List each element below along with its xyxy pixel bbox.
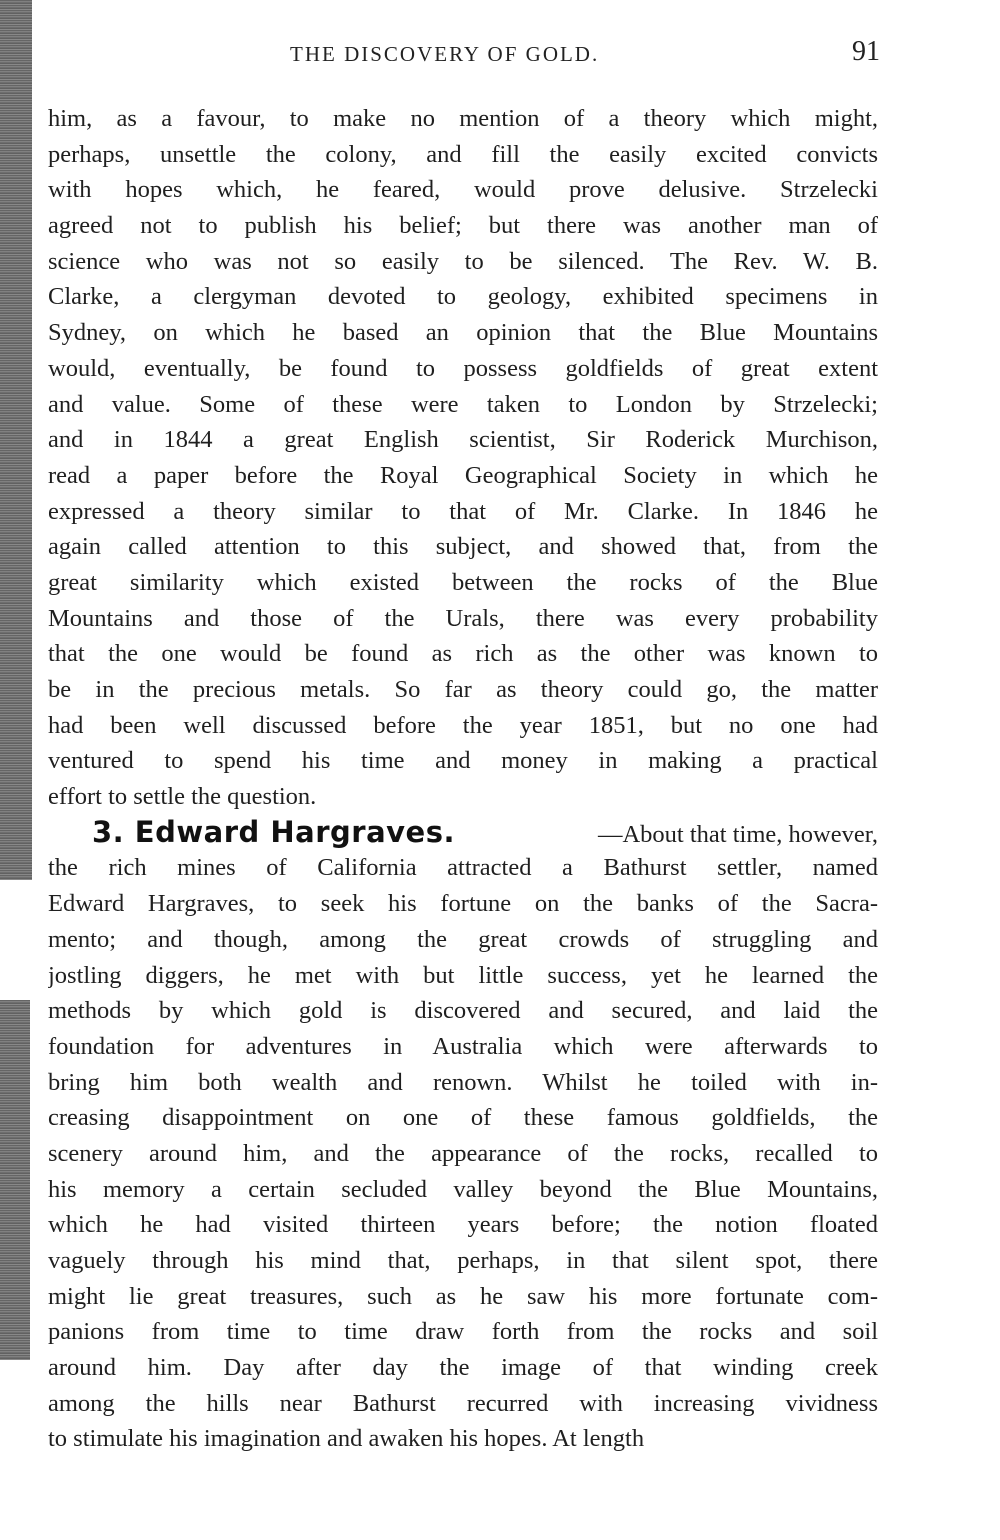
- text-line: expressed a theory similar to that of Mr. Clarke. In 1846 he: [48, 497, 878, 525]
- text-line: bring him both wealth and renown. Whilst he toiled with in-: [48, 1068, 878, 1096]
- text-line: perhaps, unsettle the colony, and fill the easily excited convicts: [48, 140, 878, 168]
- text-line: which he had visited thirteen years before; the notion floated: [48, 1211, 878, 1239]
- text-line: methods by which gold is discovered and secured, and laid the: [48, 997, 878, 1025]
- text-line: panions from time to time draw forth from the rocks and soil: [48, 1318, 878, 1346]
- text-line: his memory a certain secluded valley beyond the Blue Mountains,: [48, 1175, 878, 1203]
- running-title: THE DISCOVERY OF GOLD.: [290, 42, 600, 66]
- text-line: foundation for adventures in Australia which were afterwards to: [48, 1032, 878, 1060]
- text-line: that the one would be found as rich as the other was known to: [48, 640, 878, 668]
- text-line: had been well discussed before the year 1851, but no one had: [48, 711, 878, 739]
- text-line: with hopes which, he feared, would prove delusive. Strzelecki: [48, 176, 878, 204]
- text-line: jostling diggers, he met with but little success, yet he learned the: [48, 961, 878, 989]
- scan-gutter-shadow: [0, 1000, 30, 1360]
- page-number: 91: [852, 36, 880, 67]
- text-line: might lie great treasures, such as he saw his more fortunate com-: [48, 1282, 878, 1310]
- text-line: would, eventually, be found to possess goldfields of great extent: [48, 354, 878, 382]
- text-line: vaguely through his mind that, perhaps, in that silent spot, there: [48, 1247, 878, 1274]
- paragraph: [48, 101, 878, 815]
- text-line: to stimulate his imagination and awaken his hopes. At length: [48, 1425, 645, 1453]
- text-line: read a paper before the Royal Geographical Society in which he: [48, 461, 878, 489]
- text-line: agreed not to publish his belief; but there was another man of: [48, 212, 878, 240]
- section-heading: 3. Edward Hargraves.: [92, 814, 455, 849]
- text-line: science who was not so easily to be silenced. The Rev. W. B.: [48, 247, 878, 275]
- text-line: effort to settle the question.: [48, 783, 317, 811]
- text-line: him, as a favour, to make no mention of a theory which might,: [48, 105, 878, 132]
- text-line: be in the precious metals. So far as theory could go, the matter: [48, 676, 878, 703]
- text-line: ventured to spend his time and money in making a practical: [48, 747, 878, 775]
- body-text: [48, 101, 878, 1457]
- text-line: Sydney, on which he based an opinion that the Blue Mountains: [48, 319, 878, 347]
- text-line: and value. Some of these were taken to London by Strzelecki;: [48, 390, 878, 418]
- text-line: mento; and though, among the great crowds of struggling and: [48, 925, 878, 953]
- text-line: again called attention to this subject, and showed that, from the: [48, 533, 878, 561]
- section-heading-continuation: —About that time, however,: [597, 820, 878, 848]
- text-line: among the hills near Bathurst recurred with increasing vividness: [48, 1389, 878, 1417]
- text-line: Clarke, a clergyman devoted to geology, exhibited specimens in: [48, 283, 878, 311]
- paragraph: [48, 850, 878, 1457]
- text-line: Edward Hargraves, to seek his fortune on the banks of the Sacra-: [48, 890, 878, 918]
- text-line: around him. Day after day the image of that winding creek: [48, 1354, 878, 1382]
- text-line: scenery around him, and the appearance of the rocks, recalled to: [48, 1139, 878, 1167]
- text-line: and in 1844 a great English scientist, Sir Roderick Murchison,: [48, 426, 878, 454]
- scan-gutter-shadow: [0, 0, 32, 880]
- text-line: the rich mines of California attracted a Bathurst settler, named: [48, 854, 878, 882]
- text-line: great similarity which existed between the rocks of the Blue: [48, 568, 878, 596]
- text-line: Mountains and those of the Urals, there was every probability: [48, 604, 878, 632]
- section-heading-line: [48, 815, 878, 851]
- text-line: creasing disappointment on one of these famous goldfields, the: [48, 1104, 878, 1132]
